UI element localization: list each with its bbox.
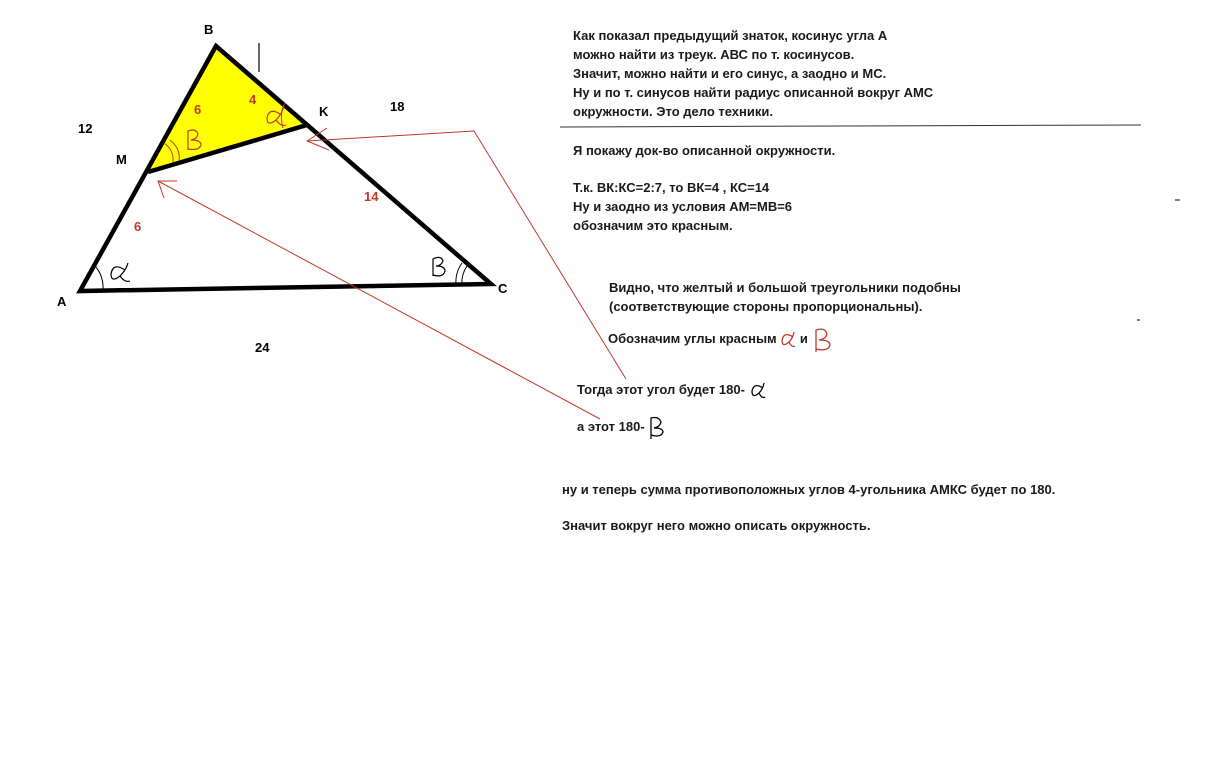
note-line: Видно, что желтый и большой треугольники подобны: [609, 280, 961, 295]
alpha-symbol-red: [780, 329, 796, 351]
note-line: Как показал предыдущий знаток, косинус угла А: [573, 28, 888, 43]
angle-arc-c: [456, 263, 462, 285]
arrow-to-m: [158, 181, 600, 419]
side-label-bk: 4: [249, 92, 257, 107]
note-line: Т.к. ВК:КС=2:7, то ВК=4 , КС=14: [573, 180, 770, 195]
note-line: обозначим это красным.: [573, 218, 733, 233]
beta-symbol-black: [648, 416, 664, 440]
side-label-ab: 12: [78, 121, 93, 136]
note-line: Значит, можно найти и его синус, а заодно и МС.: [573, 66, 887, 81]
note-line: ну и теперь сумма противоположных углов 4-угольника АМКС будет по 180.: [562, 482, 1056, 497]
note-line: Ну и заодно из условия АМ=МВ=6: [573, 199, 793, 214]
note-block-6: [577, 378, 767, 402]
note-line: Ну и по т. синусов найти радиус описанной вокруг АМС: [573, 85, 934, 100]
note-block-5: [608, 326, 832, 353]
note-block-9: [562, 516, 870, 535]
note-line: Значит вокруг него можно описать окружность.: [562, 518, 871, 533]
note-line: (соответствующие стороны пропорциональны).: [609, 299, 923, 314]
note-block-2: [573, 141, 835, 160]
angle-arc-c2: [462, 266, 467, 285]
note-line: окружности. Это дело техники.: [573, 104, 773, 119]
side-label-bm: 6: [194, 102, 202, 117]
vertex-label-m: M: [116, 152, 127, 167]
note-block-8: [562, 480, 1055, 499]
note-block-4: [609, 278, 961, 316]
alpha-symbol-black: [749, 380, 767, 402]
note-line: Я покажу док-во описанной окружности.: [573, 143, 836, 158]
vertex-label-b: B: [204, 22, 214, 37]
note-block-3: [573, 178, 792, 235]
note-text: Обозначим углы красным: [608, 331, 777, 346]
note-text: Тогда этот угол будет 180-: [577, 382, 745, 397]
note-block-1: [573, 26, 933, 121]
side-label-ac: 24: [255, 340, 270, 355]
note-line: можно найти из треук. АВС по т. косинусов.: [573, 47, 855, 62]
vertex-label-k: K: [319, 104, 329, 119]
side-label-bc: 18: [390, 99, 405, 114]
angle-arc-a: [95, 266, 103, 291]
side-label-am: 6: [134, 219, 142, 234]
separator-line: [560, 125, 1141, 127]
note-text: и: [799, 331, 808, 346]
alpha-symbol-a: [111, 263, 130, 281]
beta-symbol-red: [812, 327, 832, 353]
beta-symbol-c: [433, 257, 445, 276]
vertex-label-a: A: [57, 294, 67, 309]
big-triangle-abc: [80, 46, 491, 291]
note-text: а этот 180-: [577, 419, 645, 434]
note-block-7: [577, 415, 664, 440]
vertex-label-c: C: [498, 281, 508, 296]
side-label-kc: 14: [364, 189, 379, 204]
